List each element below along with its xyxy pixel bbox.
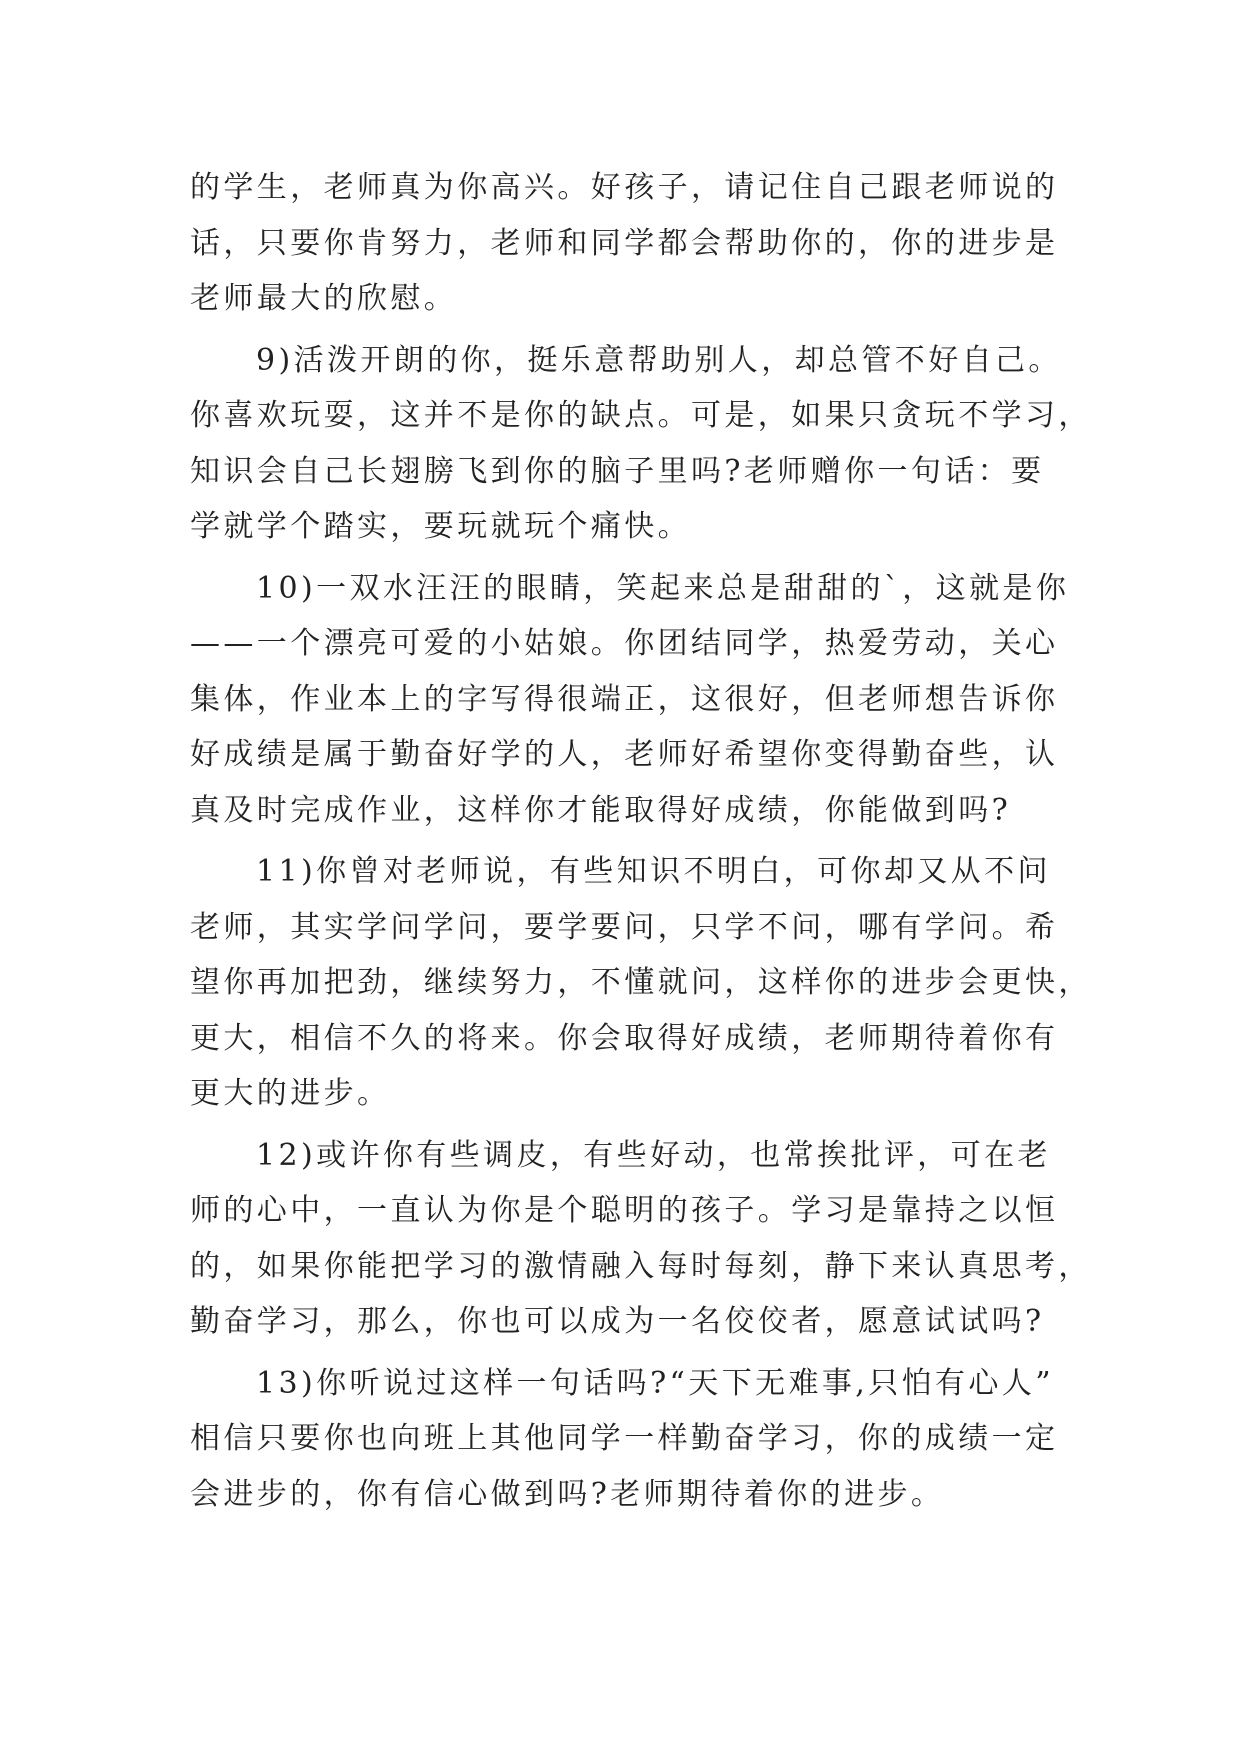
text-line: 勤奋学习，那么，你也可以成为一名佼佼者，愿意试试吗? [190, 1304, 1045, 1339]
text-line: 话，只要你肯努力，老师和同学都会帮助你的，你的进步是 [190, 225, 1059, 261]
text-line: 好成绩是属于勤奋好学的人，老师好希望你变得勤奋些，认 [190, 737, 1059, 772]
text-line: 望你再加把劲，继续努力，不懂就问，这样你的进步会更快， [190, 965, 1092, 1000]
document-body [190, 160, 1092, 1528]
text-line: 相信只要你也向班上其他同学一样勤奋学习，你的成绩一定 [190, 1421, 1059, 1456]
text-line: 的学生，老师真为你高兴。好孩子，请记住自己跟老师说的 [190, 170, 1059, 205]
text-line: 知识会自己长翅膀飞到你的脑子里吗?老师赠你一句话：要 [190, 453, 1045, 489]
paragraph-13 [190, 1356, 1059, 1523]
text-line: 真及时完成作业，这样你才能取得好成绩，你能做到吗? [190, 792, 1012, 828]
text-line: 11)你曾对老师说，有些知识不明白，可你却又从不问 [256, 854, 1051, 889]
text-line: 更大，相信不久的将来。你会取得好成绩，老师期待着你有 [190, 1020, 1059, 1056]
text-line: 学就学个踏实，要玩就玩个痛快。 [190, 509, 691, 544]
paragraph-11 [190, 844, 1092, 1122]
paragraph-9 [190, 333, 1092, 555]
text-line: 的，如果你能把学习的激情融入每时每刻，静下来认真思考， [190, 1248, 1092, 1284]
text-line: 师的心中，一直认为你是个聪明的孩子。学习是靠持之以恒 [190, 1193, 1059, 1228]
paragraph-10 [190, 561, 1070, 839]
text-line: 12)或许你有些调皮，有些好动，也常挨批评，可在老 [256, 1137, 1051, 1173]
text-line: ——一个漂亮可爱的小姑娘。你团结同学，热爱劳动，关心 [190, 626, 1059, 661]
text-line: 9)活泼开朗的你，挺乐意帮助别人，却总管不好自己。 [256, 342, 1062, 378]
paragraph-12 [190, 1128, 1092, 1350]
text-line: 集体，作业本上的字写得很端正，这很好，但老师想告诉你 [190, 681, 1059, 717]
text-line: 13)你听说过这样一句话吗?“天下无难事,只怕有心人” [256, 1365, 1054, 1401]
text-line: 老师最大的欣慰。 [190, 281, 458, 316]
paragraph-continued [190, 160, 1059, 327]
text-line: 你喜欢玩耍，这并不是你的缺点。可是，如果只贪玩不学习， [190, 398, 1092, 433]
text-line: 更大的进步。 [190, 1076, 391, 1111]
text-line: 会进步的，你有信心做到吗?老师期待着你的进步。 [190, 1476, 945, 1512]
text-line: 10)一双水汪汪的眼睛，笑起来总是甜甜的`，这就是你 [256, 570, 1070, 606]
text-line: 老师，其实学问学问，要学要问，只学不问，哪有学问。希 [190, 909, 1059, 945]
